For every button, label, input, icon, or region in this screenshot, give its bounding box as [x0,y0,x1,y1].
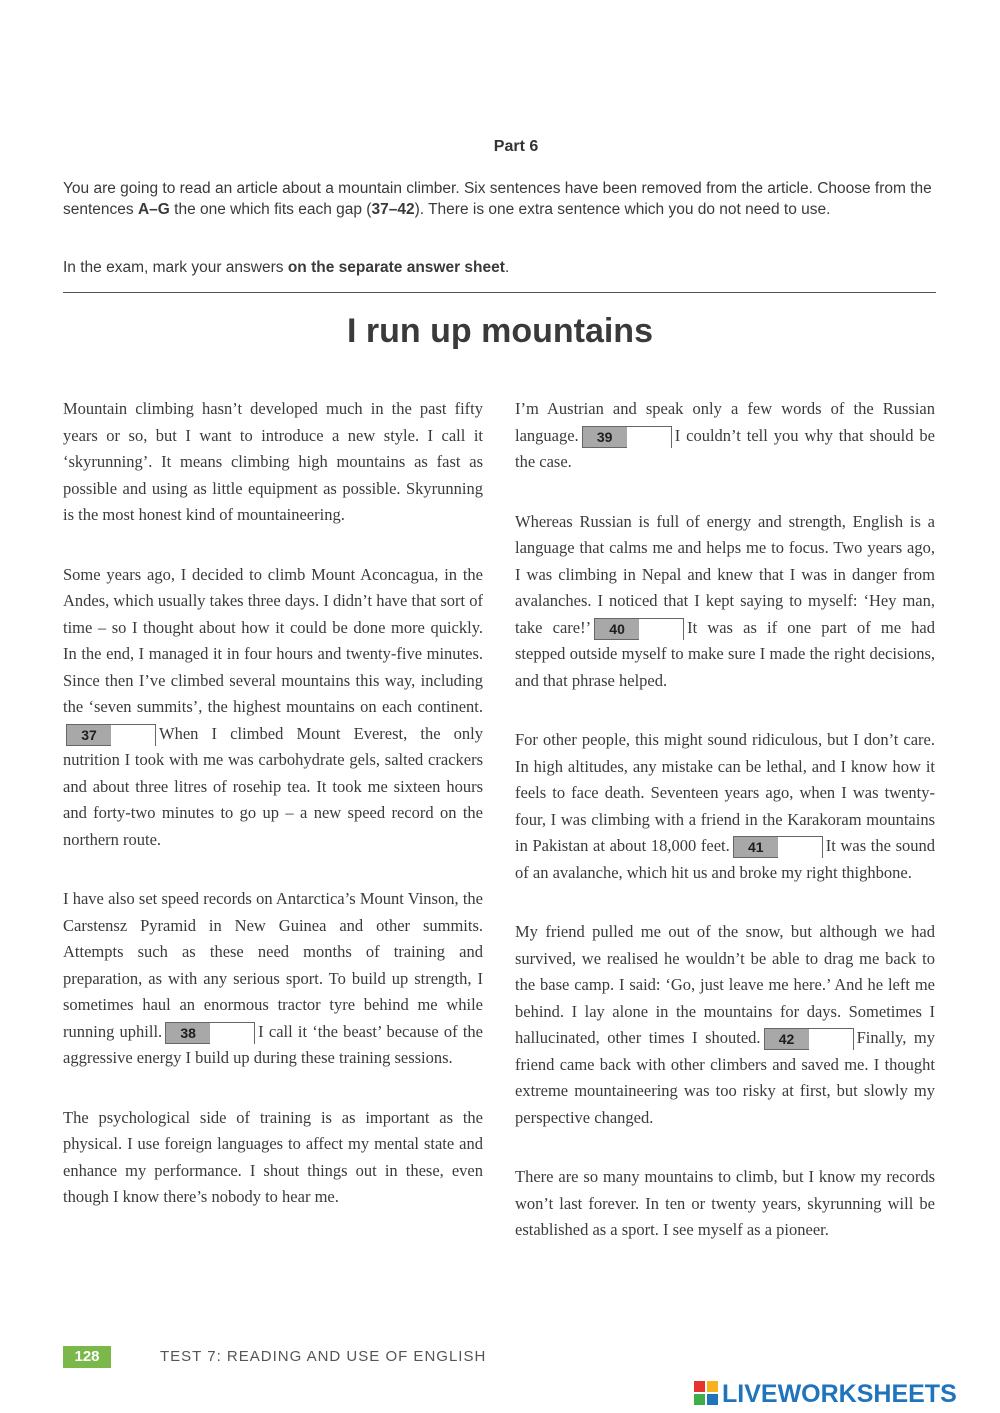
instructions-text-3: ). There is one extra sentence which you do not need to use. [414,201,831,218]
article-paragraph-6 [515,509,935,695]
article-column-right [515,396,935,1277]
gap-40 [594,618,684,640]
instructions-gaps: 37–42 [371,201,415,218]
liveworksheets-logo[interactable] [694,1381,957,1407]
article-paragraph-3 [63,886,483,1072]
gap-42-input[interactable] [809,1032,853,1052]
instructions-letters: A–G [137,201,170,218]
paragraph-6-before: Whereas Russian is full of energy and strength, English is a language that calms me and helps me to focus. Two years ago, I was climbing in Nepal and knew that I was in danger from avalanches. I noticed that I kept saying to myself: ‘Hey man, take care!’ [515,511,935,637]
article-column-left [63,396,483,1244]
article-paragraph-9: There are so many mountains to climb, but I know my records won’t last forever. In ten or twenty years, skyrunning will be established as a sport. I see myself as a pioneer. [515,1167,935,1239]
paragraph-3-before: I have also set speed records on Antarctica’s Mount Vinson, the Carstensz Pyramid in New Guinea and other summits. Attempts such as these need months of training and preparation, as with any serious sport. To build up strength, I sometimes haul an enormous tractor tyre behind me while running uphill. [63,889,483,1041]
gap-40-number: 40 [595,619,639,639]
gap-42-answer-box[interactable] [809,1029,853,1049]
gap-41 [733,836,823,858]
footer-section-title: TEST 7: READING AND USE OF ENGLISH [160,1348,487,1365]
gap-41-input[interactable] [778,840,822,860]
part-heading: Part 6 [493,138,539,155]
paragraph-7-after: It was the sound of an avalanche, which hit us and broke my right thighbone. [515,836,935,882]
paragraph-2-after: When I climbed Mount Everest, the only nutrition I took with me was carbohydrate gels, salted crackers and about three litres of rosehip tea. It took me sixteen hours and forty-two minutes to go up – a new speed record on the northern route. [63,723,483,849]
gap-37-number: 37 [67,725,111,745]
paragraph-8-after: Finally, my friend came back with other climbers and saved me. I thought extreme mountaineering was too risky at first, but slowly my perspective changed. [515,1028,936,1127]
article-paragraph-5 [515,396,935,476]
page-number-badge: 128 [63,1346,111,1368]
gap-38-number: 38 [166,1023,210,1043]
gap-37-input[interactable] [111,728,155,748]
instructions [63,178,933,220]
paragraph-8-before: My friend pulled me out of the snow, but although we had survived, we realised he wouldn’t be able to drag me back to the base camp. I said: ‘Go, just leave me here.’ And he left me behind. I lay alone in the mountains for days. Sometimes I hallucinated, other times I shouted. [515,922,935,1047]
paragraph-5-after: I couldn’t tell you why that should be the case. [515,425,935,471]
exam-note-text-1: In the exam, mark your answers [63,259,288,276]
paragraph-2-before: Some years ago, I decided to climb Mount Aconcagua, in the Andes, which usually takes three days. I didn’t have that sort of time – so I thought about how it could be done more quickly. In the end, I managed it in four hours and twenty-five minutes. Since then I’ve climbed several mountains this way, including the ‘seven summits’, the highest mountains on each continent. [63,564,483,716]
article-paragraph-4: The psychological side of training is as important as the physical. I use foreign languages to affect my mental state and enhance my performance. I shout things out in these, even though I know there’s nobody to hear me. [63,1107,483,1206]
article-paragraph-8 [515,919,935,1131]
divider [63,292,936,293]
exam-note-text-2: . [504,259,510,276]
gap-38-answer-box[interactable] [210,1023,254,1043]
liveworksheets-logo-icon [694,1381,720,1407]
instructions-text-1: You are going to read an article about a mountain climber. Six sentences have been removed from the article. Choose from the sentences [63,180,932,218]
instructions-text-2: the one which fits each gap ( [169,201,372,218]
exam-note [63,259,933,277]
gap-42-number: 42 [765,1029,809,1049]
gap-39-answer-box[interactable] [627,427,671,447]
gap-40-input[interactable] [639,622,683,642]
article-paragraph-2 [63,562,483,854]
gap-41-number: 41 [734,837,778,857]
gap-39-number: 39 [583,427,627,447]
article-paragraph-7 [515,727,935,886]
gap-38 [165,1022,255,1044]
gap-39 [582,426,672,448]
paragraph-7-before: For other people, this might sound ridiculous, but I don’t care. In high altitudes, any mistake can be lethal, and I know how it feels to face death. Seventeen years ago, when I was twenty-four, I was climbing with a friend in the Karakoram mountains in Pakistan at about 18,000 feet. [515,730,935,855]
liveworksheets-logo-text: LIVEWORKSHEETS [722,1379,957,1408]
paragraph-3-after: I call it ‘the beast’ because of the aggressive energy I build up during these training sessions. [63,1021,484,1067]
gap-39-input[interactable] [627,430,671,450]
gap-37 [66,724,156,746]
article-title: I run up mountains [347,312,653,350]
exam-note-bold: on the separate answer sheet [287,259,505,276]
gap-42 [764,1028,854,1050]
article-paragraph-1: Mountain climbing hasn’t developed much in the past fifty years or so, but I want to introduce a new style. I call it ‘skyrunning’. It means climbing high mountains as fast as possible and using as little equipment as possible. Skyrunning is the most honest kind of mountaineering. [63,399,483,524]
gap-38-input[interactable] [210,1026,254,1046]
gap-37-answer-box[interactable] [111,725,155,745]
paragraph-6-after: It was as if one part of me had stepped outside myself to make sure I made the right decisions, and that phrase helped. [515,617,936,690]
paragraph-5-before: I’m Austrian and speak only a few words of the Russian language. [515,399,935,445]
gap-41-answer-box[interactable] [778,837,822,857]
gap-40-answer-box[interactable] [639,619,683,639]
